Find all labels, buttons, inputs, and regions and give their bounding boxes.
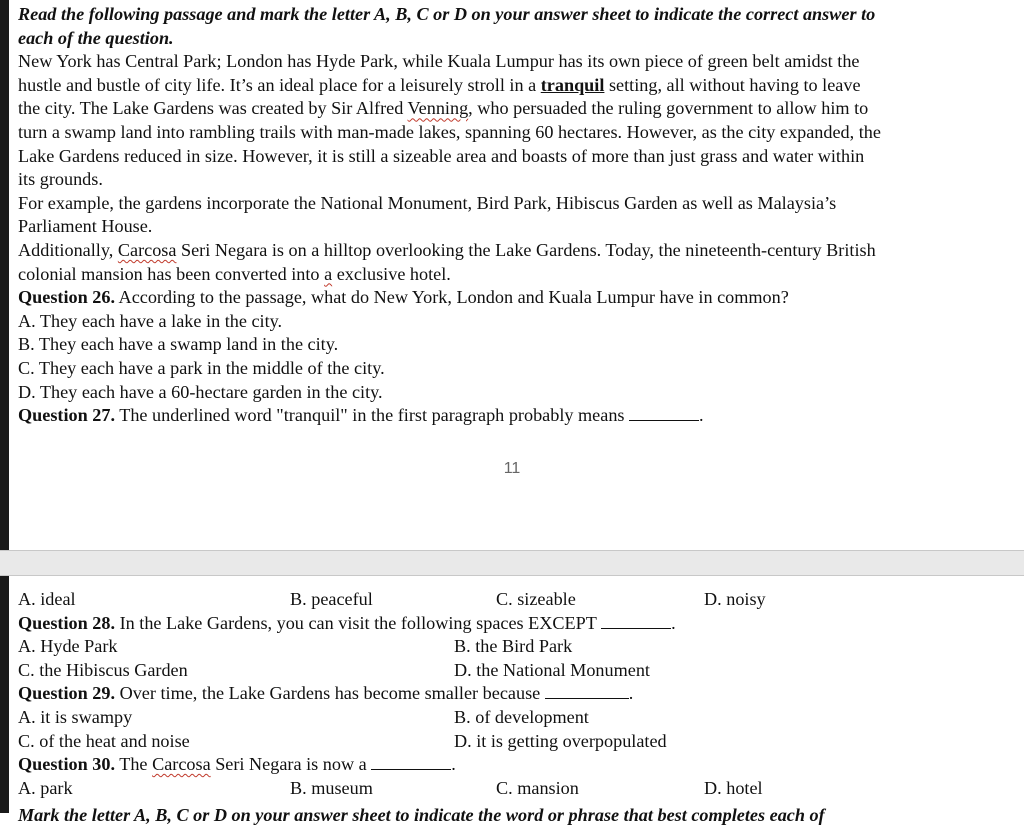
cut-off-instruction-line: Mark the letter A, B, C or D on your answer sheet to indicate the word or phrase that best completes each of — [18, 805, 825, 825]
instruction-line-2: each of the question. — [18, 27, 174, 48]
document-page-top — [18, 3, 1014, 428]
question-28-option-d: D. the National Monument — [454, 659, 650, 680]
question-28-option-b: B. the Bird Park — [454, 636, 573, 657]
question-30-option-d: D. hotel — [704, 777, 763, 798]
text-run: . — [451, 754, 456, 775]
question-28-option-c: C. the Hibiscus Garden — [18, 659, 188, 680]
page-break-separator — [0, 550, 1024, 576]
question-26-label: Question 26. — [18, 287, 116, 308]
answer-blank — [629, 404, 699, 421]
question-28-text: In the Lake Gardens, you can visit the following spaces EXCEPT — [115, 612, 602, 633]
text-run: . — [628, 683, 634, 704]
document-page-bottom — [18, 588, 1014, 800]
text-run: , who persuaded the ruling government to allow him to — [468, 98, 869, 119]
question-29-options-row-2 — [18, 730, 1014, 754]
spellcheck-word-carcosa-q30: Carcosa — [152, 754, 211, 775]
question-27-option-c: C. sizeable — [496, 589, 576, 609]
question-29-option-a: A. it is swampy — [18, 706, 133, 727]
question-28-options-row-1 — [18, 635, 1014, 659]
question-28-options-row-2 — [18, 659, 1014, 683]
text-run: hustle and bustle of city life. It’s an ideal place for a leisurely stroll in a — [18, 74, 541, 95]
text-run: . — [671, 612, 676, 633]
text-run: setting, all without having to leave — [604, 74, 861, 95]
question-27-option-a: A. ideal — [18, 589, 76, 609]
question-27-label: Question 27. — [18, 405, 116, 426]
instruction-line-1: Read the following passage and mark the letter A, B, C or D on your answer sheet to indicate the correct answer to — [18, 4, 876, 24]
question-30-option-c: C. mansion — [496, 777, 579, 798]
passage-p1-line-2 — [18, 74, 1014, 98]
text-run: Additionally, — [18, 239, 118, 260]
question-29-option-c: C. of the heat and noise — [18, 730, 190, 751]
question-29-options-row-1 — [18, 706, 1014, 730]
question-26-option-a: A. They each have a lake in the city. — [18, 310, 283, 331]
question-27-stem — [18, 404, 1014, 428]
grammar-word-a: a — [324, 263, 333, 284]
passage-p3-line-1 — [18, 239, 1014, 263]
passage-p2-line-1: For example, the gardens incorporate the National Monument, Bird Park, Hibiscus Garden as well as Malaysia’s — [18, 192, 837, 213]
question-30-option-a: A. park — [18, 777, 73, 798]
page-number: 11 — [503, 460, 521, 477]
question-27-options — [18, 588, 1014, 612]
answer-blank — [545, 682, 629, 699]
question-29-stem — [18, 682, 1014, 706]
question-29-option-b: B. of development — [454, 706, 589, 727]
question-28-stem — [18, 612, 1014, 636]
text-run: exclusive hotel. — [332, 263, 451, 284]
answer-blank — [601, 612, 671, 629]
text-run: The — [115, 754, 153, 775]
passage-p3-line-2 — [18, 263, 1014, 287]
spellcheck-word-venning: Venning — [407, 98, 469, 119]
question-27-option-b: B. peaceful — [290, 589, 373, 609]
text-run: Seri Negara is now a — [210, 754, 372, 775]
left-window-edge — [0, 0, 9, 813]
passage-p1-line-6: its grounds. — [18, 169, 103, 190]
text-run: Seri Negara is on a hilltop overlooking the Lake Gardens. Today, the nineteenth-century British — [176, 239, 876, 260]
passage-p1-line-5: Lake Gardens reduced in size. However, it is still a sizeable area and boasts of more than just grass and water within — [18, 145, 865, 166]
passage-p1-line-3 — [18, 97, 1014, 121]
question-26-option-c: C. They each have a park in the middle of the city. — [18, 357, 385, 378]
question-28-label: Question 28. — [18, 612, 116, 633]
question-29-text: Over time, the Lake Gardens has become smaller because — [115, 683, 545, 704]
text-run: the city. The Lake Gardens was created by Sir Alfred — [18, 98, 408, 119]
question-29-option-d: D. it is getting overpopulated — [454, 730, 667, 751]
text-run: colonial mansion has been converted into — [18, 263, 325, 284]
passage-p1-line-1: New York has Central Park; London has Hyde Park, while Kuala Lumpur has its own piece of green belt amidst the — [18, 51, 860, 72]
word-tranquil: tranquil — [540, 74, 605, 95]
question-26-option-d: D. They each have a 60-hectare garden in the city. — [18, 381, 383, 402]
passage-p1-line-4: turn a swamp land into rambling trails with man-made lakes, spanning 60 hectares. However, as the city expanded, the — [18, 121, 881, 142]
spellcheck-word-carcosa: Carcosa — [117, 239, 177, 260]
question-30-stem — [18, 753, 1014, 777]
question-30-label: Question 30. — [18, 754, 116, 775]
text-run: . — [699, 405, 704, 426]
question-29-label: Question 29. — [18, 683, 116, 704]
answer-blank — [371, 753, 451, 770]
question-27-text: The underlined word "tranquil" in the first paragraph probably means — [115, 405, 630, 426]
question-28-option-a: A. Hyde Park — [18, 636, 118, 657]
question-27-option-d: D. noisy — [704, 589, 766, 609]
passage-p2-line-2: Parliament House. — [18, 216, 153, 237]
question-30-option-b: B. museum — [290, 777, 373, 798]
question-26-text: According to the passage, what do New York, London and Kuala Lumpur have in common? — [115, 287, 789, 308]
question-30-options — [18, 777, 1014, 801]
question-26-stem — [18, 286, 1014, 310]
question-26-option-b: B. They each have a swamp land in the city. — [18, 334, 339, 355]
